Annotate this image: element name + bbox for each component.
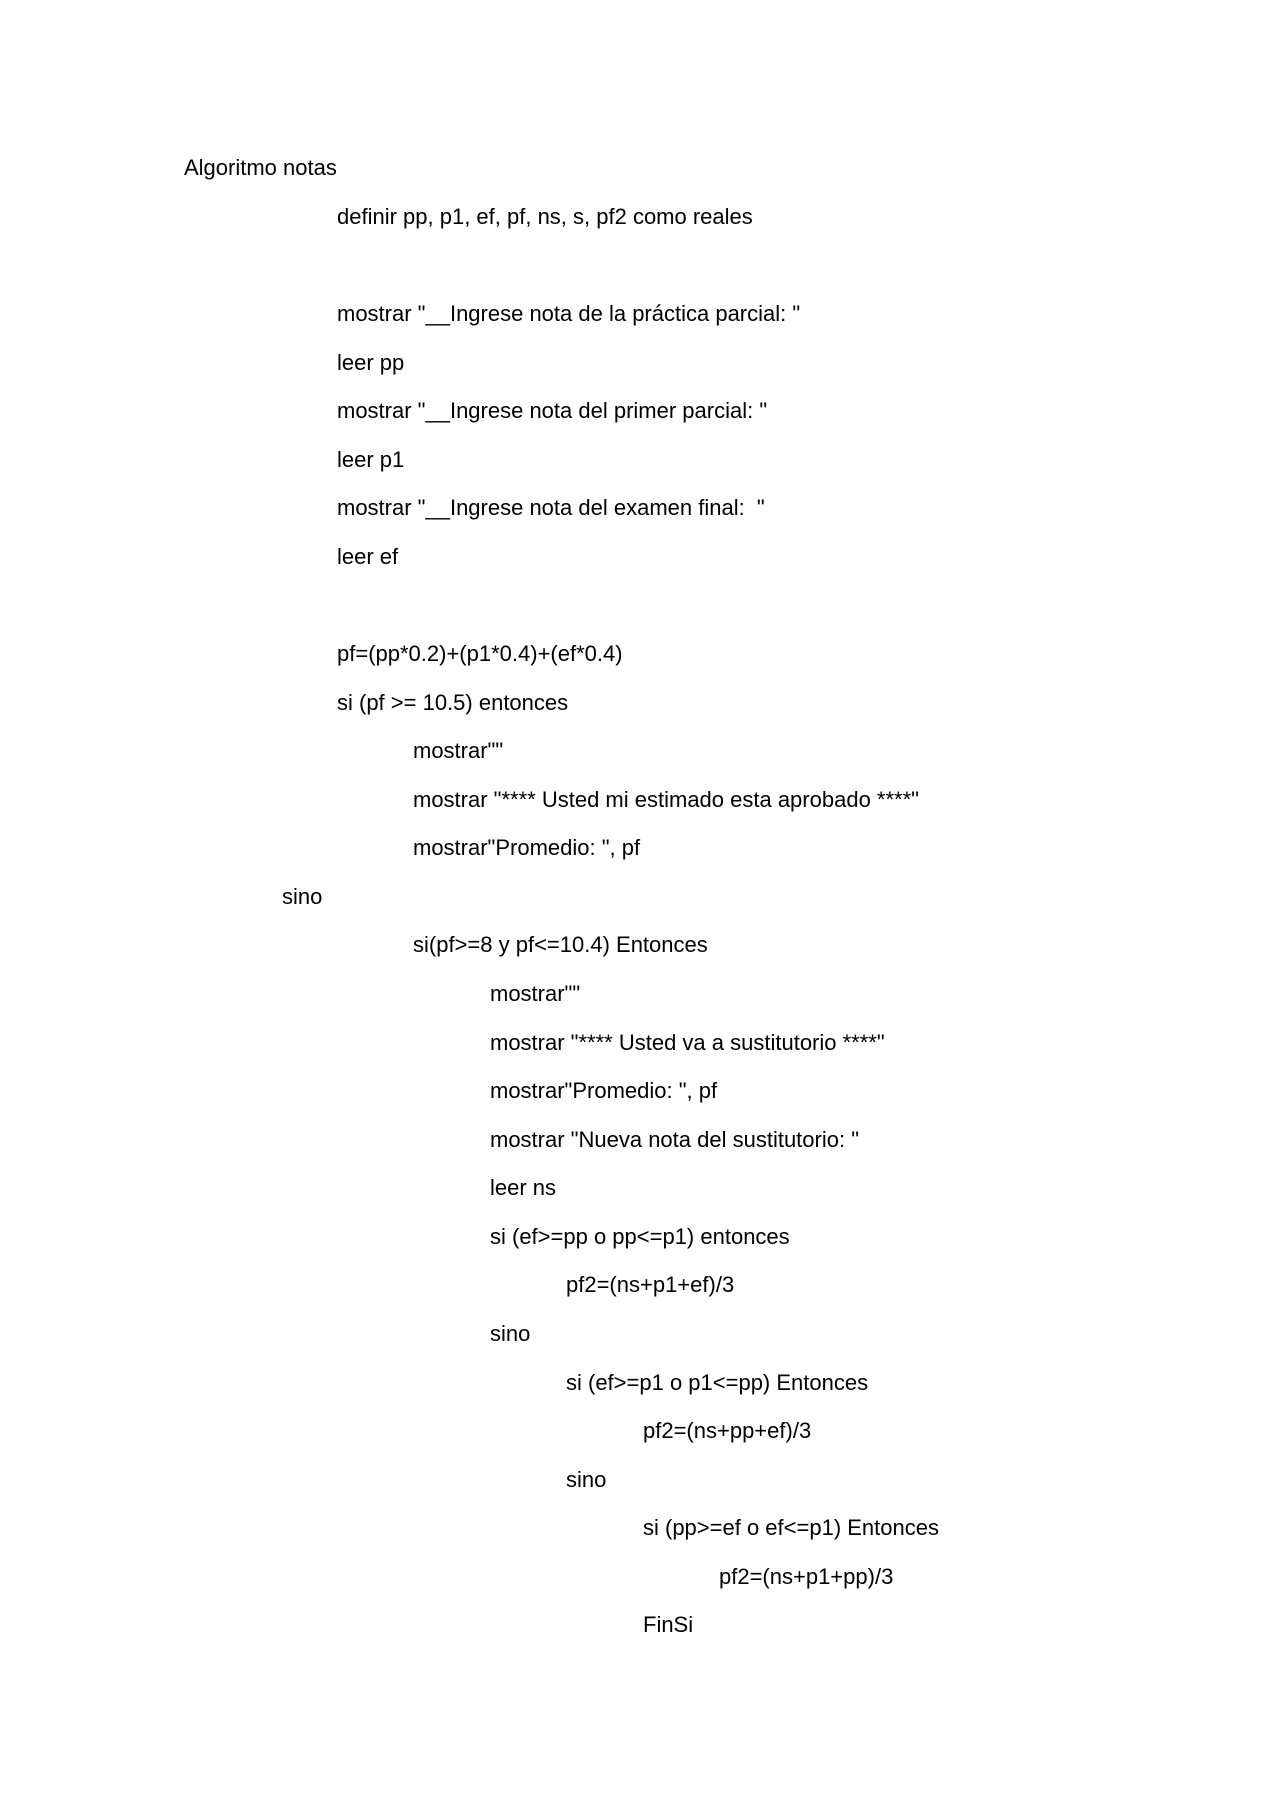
code-line: si (ef>=pp o pp<=p1) entonces	[490, 1224, 790, 1249]
code-line: sino	[282, 884, 323, 909]
code-line: si (pf >= 10.5) entonces	[337, 690, 569, 715]
code-line: FinSi	[643, 1612, 694, 1637]
code-line: si (pp>=ef o ef<=p1) Entonces	[643, 1515, 939, 1540]
code-line: pf2=(ns+p1+ef)/3	[566, 1272, 735, 1297]
code-line: leer ef	[337, 544, 399, 569]
code-line: mostrar"Promedio: ", pf	[490, 1078, 718, 1103]
code-line: mostrar"Promedio: ", pf	[413, 835, 641, 860]
code-line: mostrar "__Ingrese nota de la práctica parcial: "	[337, 301, 801, 326]
code-line: mostrar "__Ingrese nota del examen final: "	[337, 495, 765, 520]
code-line: si (ef>=p1 o p1<=pp) Entonces	[566, 1370, 869, 1395]
code-line: mostrar "**** Usted mi estimado esta aprobado ****"	[413, 787, 919, 812]
code-line: pf2=(ns+pp+ef)/3	[643, 1418, 812, 1443]
code-line: mostrar""	[490, 981, 581, 1006]
code-line: mostrar""	[413, 738, 504, 763]
code-line: sino	[490, 1321, 531, 1346]
code-line: mostrar "**** Usted va a sustitutorio ****"	[490, 1030, 885, 1055]
code-line: definir pp, p1, ef, pf, ns, s, pf2 como reales	[337, 204, 753, 229]
code-line: pf2=(ns+p1+pp)/3	[719, 1564, 894, 1589]
code-line: pf=(pp*0.2)+(p1*0.4)+(ef*0.4)	[337, 641, 623, 666]
algorithm-title-line: Algoritmo notas	[184, 155, 337, 180]
code-line: mostrar "__Ingrese nota del primer parcial: "	[337, 398, 768, 423]
code-line: leer ns	[490, 1175, 557, 1200]
code-line: si(pf>=8 y pf<=10.4) Entonces	[413, 932, 708, 957]
code-line: mostrar "Nueva nota del sustitutorio: "	[490, 1127, 860, 1152]
code-line: leer p1	[337, 447, 405, 472]
code-line: leer pp	[337, 350, 405, 375]
code-line: sino	[566, 1467, 607, 1492]
